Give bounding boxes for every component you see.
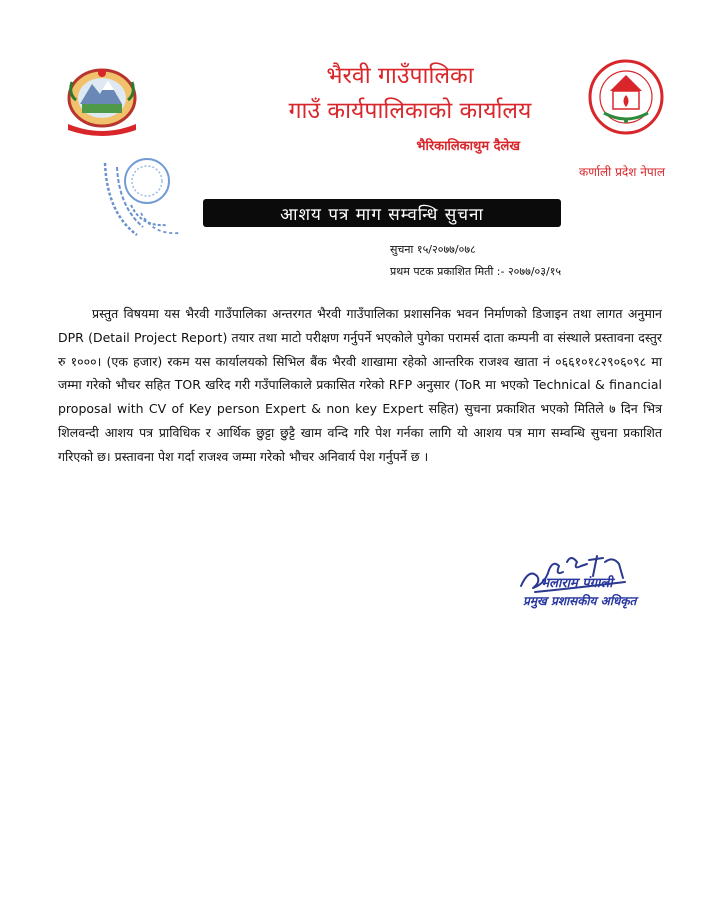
municipality-logo xyxy=(588,59,664,135)
org-name: भैरवी गाउँपालिका xyxy=(326,63,474,89)
notice-reference-number: सुचना १५/२०७७/०७८ xyxy=(390,243,476,256)
notice-paragraph: प्रस्तुत विषयमा यस भैरवी गाउँपालिका अन्तरगत भैरवी गाउँपालिका प्रशासनिक भवन निर्माणको डिजाइन तथा लागत अनुमान DPR (Detail Project Report) तयार तथा माटो परीक्षण गर्नुपर्ने भएकोले पुगेका परामर्स दाता कम्पनी वा संस्थाले प्रस्तावना दस्तुर रु १०००। (एक हजार) रकम यस कार्यालयको सिभिल बैंक भैरवी शाखामा रहेको आन्तरिक राजश्व खाता नं ०६६१०१८२९०६०९८ मा जम्मा गरेको भौचर सहित TOR खरिद गरी गउँपालिकाले प्रकासित गरेको RFP अनुसार (ToR मा भएको Technical & financial proposal with CV of Key person Expert & non key Expert सहित) सुचना प्रकाशित भएको मितिले ७ दिन भित्र शिलवन्दी आशय पत्र प्राविधिक र आर्थिक छुट्टा छुट्टै खाम वन्दि गरि पेश गर्नका लागि यो आशय पत्र माग सम्वन्धि सुचना प्रकाशित गरिएको छ। प्रस्तावना पेश गर्दा राजश्व जम्मा गरेको भौचर अनिवार्य पेश गर्नुपर्ने छ । xyxy=(58,306,662,464)
notice-title: आशय पत्र माग सम्वन्धि सुचना xyxy=(280,205,484,225)
notice-body xyxy=(58,302,662,469)
office-stamp xyxy=(97,143,187,253)
signatory-title: प्रमुख प्रशासकीय अधिकृत xyxy=(523,594,637,608)
publication-date: प्रथम पटक प्रकाशित मिती :- २०७७/०३/१५ xyxy=(390,265,562,278)
province-name: कर्णाली प्रदेश नेपाल xyxy=(579,165,665,179)
office-name: गाउँ कार्यपालिकाको कार्यालय xyxy=(288,98,532,124)
nepal-emblem-logo xyxy=(62,64,142,136)
office-address: भैरिकालिकाथुम दैलेख xyxy=(416,139,520,154)
signatory-name: भलाराम पंगाली xyxy=(540,576,613,591)
